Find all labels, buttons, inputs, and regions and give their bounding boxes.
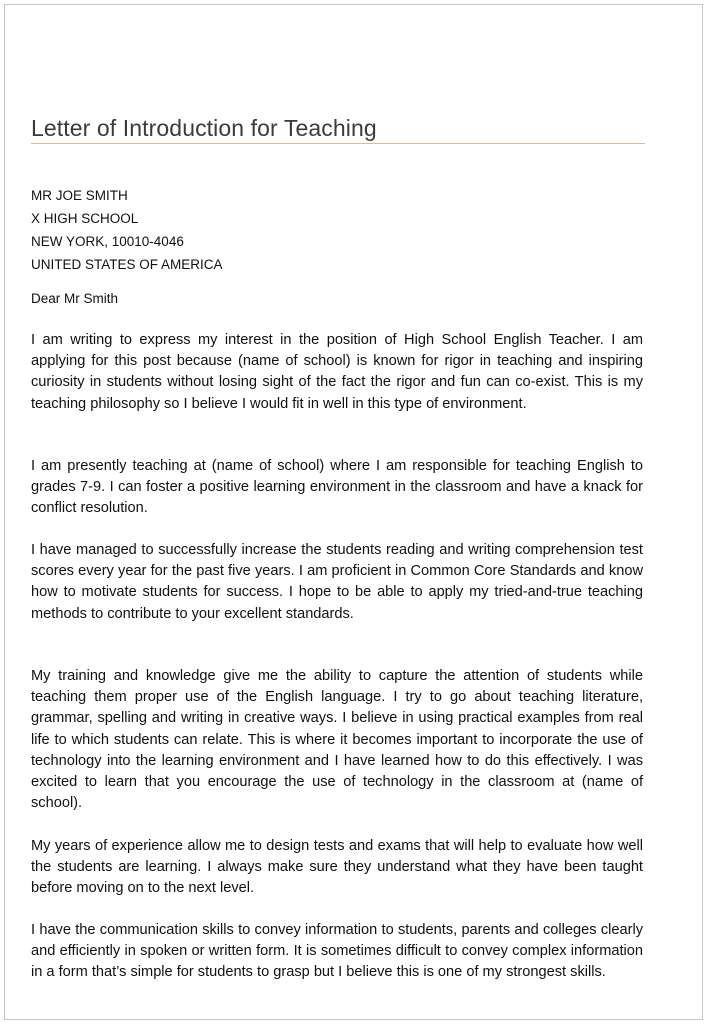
body-paragraph-6: I have the communication skills to convey information to students, parents and colleges clearly and efficiently in spoken or written form. It is sometimes difficult to convey complex information in a form that’s simple for students to grasp but I believe this is one of my strongest skills. [31,922,643,981]
letter-page [4,4,703,1020]
body-paragraph-1: I am writing to express my interest in the position of High School English Teacher. I am applying for this post because (name of school) is known for rigor in teaching and inspiring curiosity in students without losing sight of the fact the rigor and fun can co-exist. This is my teaching philosophy so I believe I would fit in well in this type of environment. [31,332,643,412]
body-paragraph-3: I have managed to successfully increase the students reading and writing comprehension test scores every year for the past five years. I am proficient in Common Core Standards and know how to motivate students for success. I hope to be able to apply my tried-and-true teaching methods to contribute to your excellent standards. [31,542,643,622]
address-line-school: X HIGH SCHOOL [31,211,139,226]
recipient-address [31,184,223,276]
body-paragraph-2: I am presently teaching at (name of school) where I am responsible for teaching English to grades 7-9. I can foster a positive learning environment in the classroom and have a knack for conflict resolution. [31,458,643,517]
address-line-country: UNITED STATES OF AMERICA [31,257,223,272]
title-divider [31,143,645,144]
salutation: Dear Mr Smith [31,291,119,306]
body-paragraph-4: My training and knowledge give me the ability to capture the attention of students while teaching them proper use of the English language. I try to go about teaching literature, grammar, spelling and writing in creative ways. I believe in using practical examples from real life to which students can relate. This is where it becomes important to incorporate the use of technology into the learning environment and I have learned how to do this effectively. I was excited to learn that you encourage the use of technology in the classroom at (name of school). [31,668,643,812]
document-title: Letter of Introduction for Teaching [31,115,377,141]
address-line-city: NEW YORK, 10010-4046 [31,234,184,249]
address-line-name: MR JOE SMITH [31,188,128,203]
body-paragraph-5: My years of experience allow me to design tests and exams that will help to evaluate how well the students are learning. I always make sure they understand what they have been taught before moving on to the next level. [31,838,643,897]
